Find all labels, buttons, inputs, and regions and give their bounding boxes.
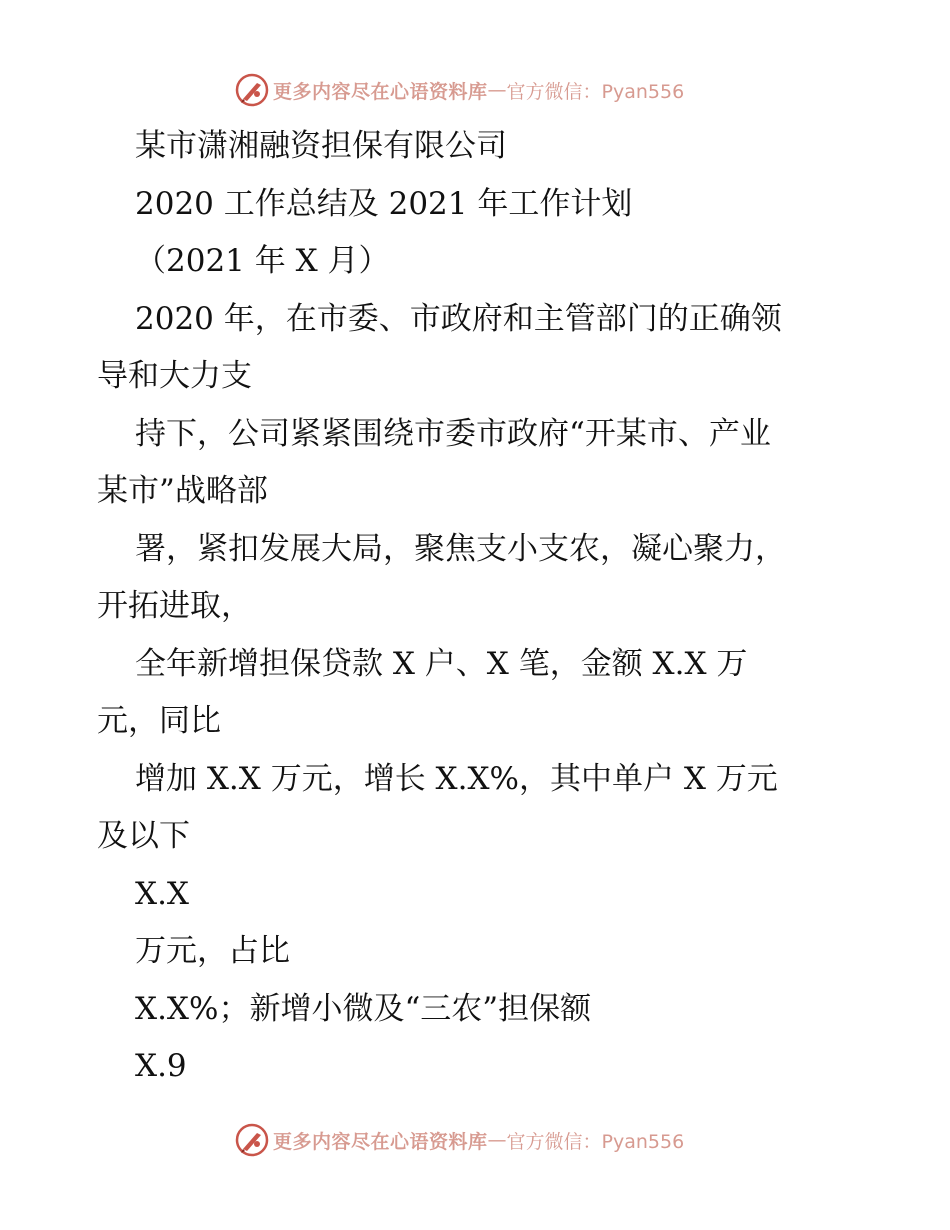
- paragraph-line: 增加 X.X 万元，增长 X.X%，其中单户 X 万元: [135, 760, 778, 797]
- paragraph-line: X.9: [135, 1048, 187, 1084]
- document-body: [97, 118, 867, 1096]
- quill-pen-logo-icon: [235, 1123, 269, 1157]
- banner-separator: —: [487, 79, 507, 101]
- banner-separator: —: [487, 1129, 507, 1151]
- banner-text: 更多内容尽在心语资料库: [273, 1130, 488, 1153]
- paragraph-line: 及以下: [97, 818, 190, 854]
- banner-wechat: 官方微信：Pyan556: [506, 80, 685, 103]
- paragraph-line: 署，紧扣发展大局，聚焦支小支农，凝心聚力，: [135, 530, 786, 567]
- banner-text: 更多内容尽在心语资料库: [273, 80, 488, 103]
- paragraph-line: 元，同比: [97, 703, 221, 739]
- paragraph-line: X.X%；新增小微及“三农”担保额: [135, 990, 592, 1027]
- banner-wechat: 官方微信：Pyan556: [506, 1130, 685, 1153]
- footer-banner: [235, 1122, 684, 1158]
- quill-pen-logo-icon: [235, 73, 269, 107]
- paragraph-line: 某市”战略部: [97, 473, 268, 509]
- company-name: 某市潇湘融资担保有限公司: [135, 128, 507, 164]
- paragraph-line: 开拓进取，: [97, 588, 252, 624]
- paragraph-line: 导和大力支: [97, 358, 252, 394]
- paragraph-line: 万元，占比: [135, 933, 290, 969]
- paragraph-line: X.X: [135, 875, 189, 912]
- document-title: 2020 工作总结及 2021 年工作计划: [135, 185, 633, 222]
- paragraph-line: 全年新增担保贷款 X 户、X 笔，金额 X.X 万: [135, 645, 748, 682]
- header-banner: [235, 72, 684, 108]
- paragraph-line: 2020 年，在市委、市政府和主管部门的正确领: [135, 300, 782, 337]
- paragraph-line: 持下，公司紧紧围绕市委市政府“开某市、产业: [135, 415, 771, 452]
- document-date: （2021 年 X 月）: [135, 243, 390, 279]
